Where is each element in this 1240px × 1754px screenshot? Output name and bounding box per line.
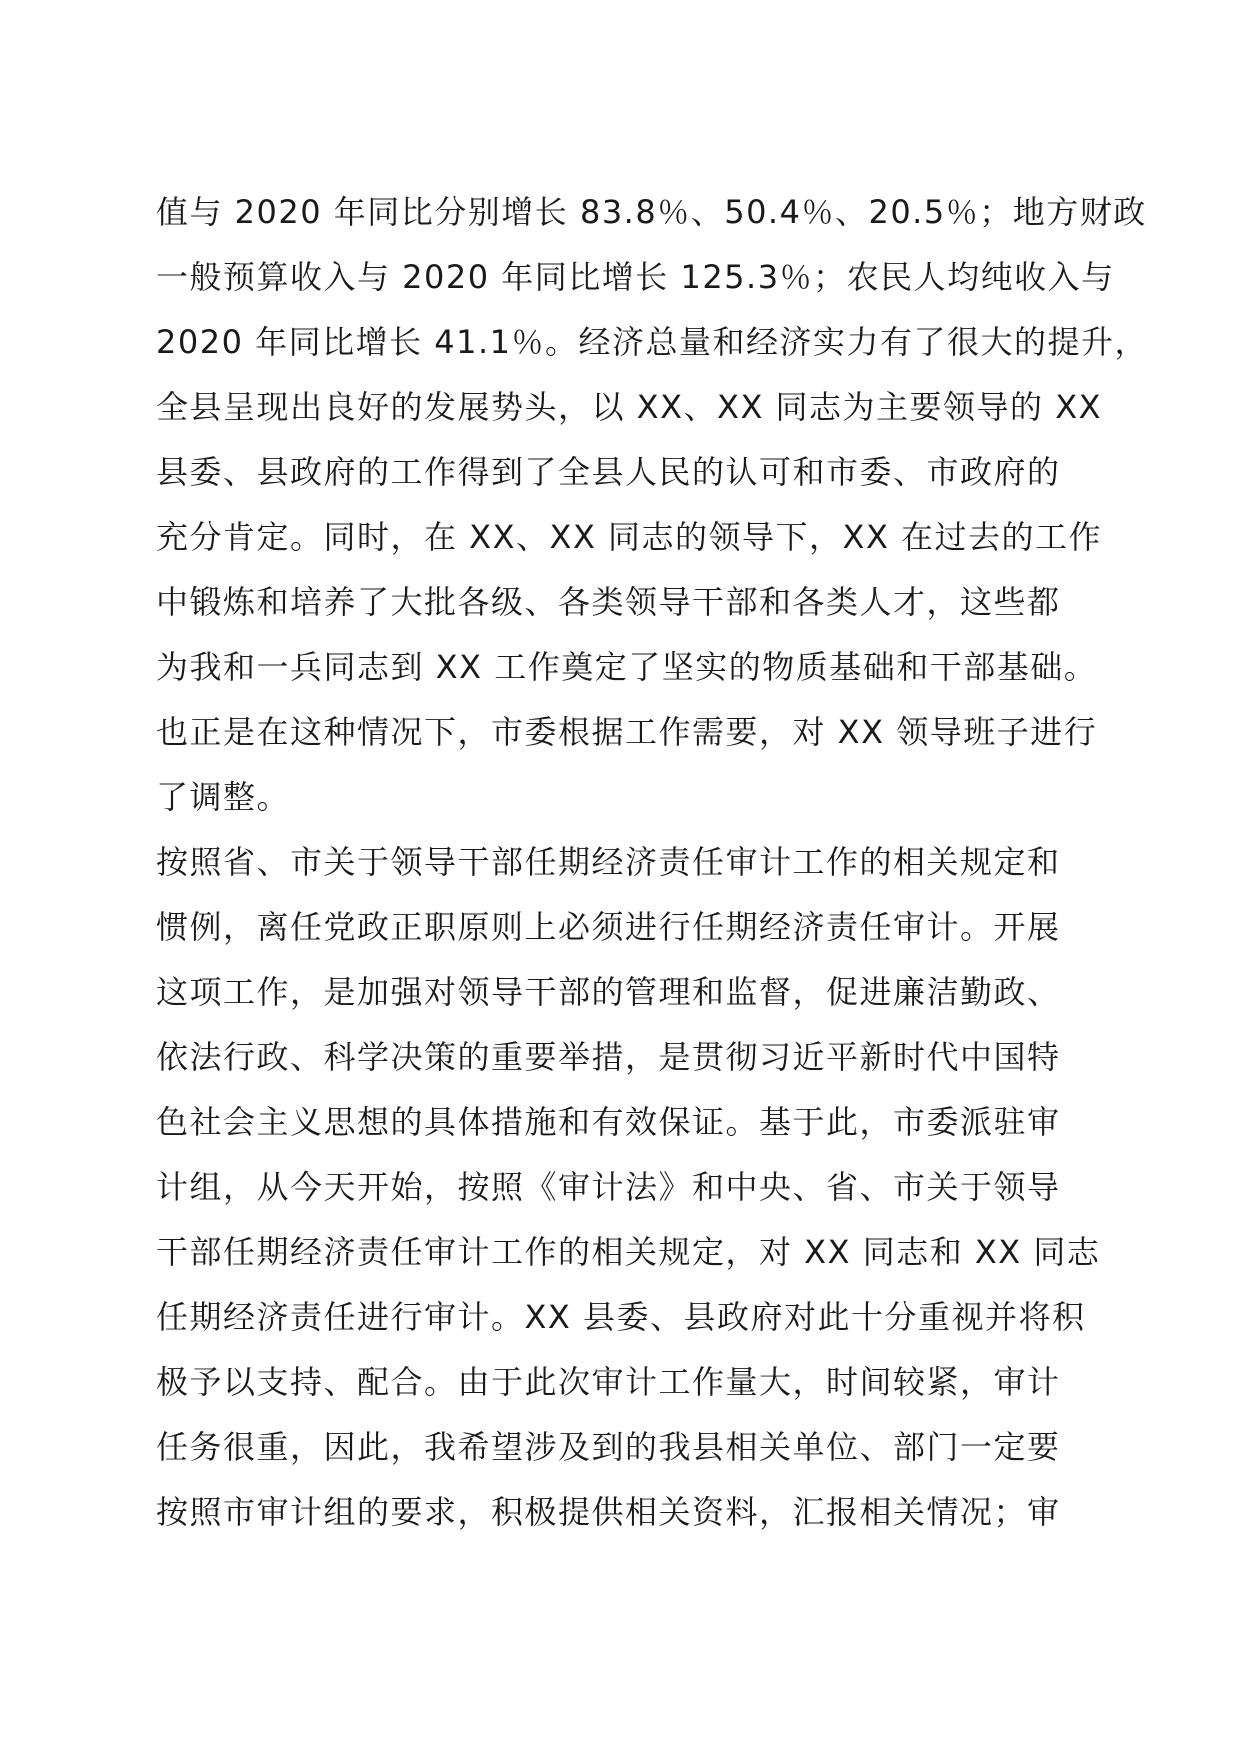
text-line: 2020 年同比增长 41.1％。经济总量和经济实力有了很大的提升， <box>156 323 1149 361</box>
text-line: 为我和一兵同志到 XX 工作奠定了坚实的物质基础和干部基础。 <box>156 648 1098 686</box>
text-line: 极予以支持、配合。由于此次审计工作量大，时间较紧，审计 <box>156 1363 1061 1401</box>
paragraph-2 <box>156 830 1101 1545</box>
text-line: 惯例，离任党政正职原则上必须进行任期经济责任审计。开展 <box>156 908 1061 946</box>
text-line: 也正是在这种情况下，市委根据工作需要，对 XX 领导班子进行 <box>156 713 1098 751</box>
text-line: 全县呈现出良好的发展势头，以 XX、XX 同志为主要领导的 XX <box>156 388 1103 426</box>
text-line: 干部任期经济责任审计工作的相关规定，对 XX 同志和 XX 同志 <box>156 1233 1101 1271</box>
text-line: 县委、县政府的工作得到了全县人民的认可和市委、市政府的 <box>156 453 1061 491</box>
text-line: 按照市审计组的要求，积极提供相关资料，汇报相关情况；审 <box>156 1493 1061 1531</box>
text-line: 计组，从今天开始，按照《审计法》和中央、省、市关于领导 <box>156 1168 1061 1206</box>
text-line: 任务很重，因此，我希望涉及到的我县相关单位、部门一定要 <box>156 1428 1061 1466</box>
paragraph-1 <box>156 180 1149 830</box>
text-line: 一般预算收入与 2020 年同比增长 125.3％；农民人均纯收入与 <box>156 258 1115 296</box>
text-line: 了调整。 <box>156 778 291 816</box>
body-text <box>156 180 1149 1545</box>
text-line: 按照省、市关于领导干部任期经济责任审计工作的相关规定和 <box>156 843 1061 881</box>
text-line: 充分肯定。同时，在 XX、XX 同志的领导下，XX 在过去的工作 <box>156 518 1103 556</box>
text-line: 中锻炼和培养了大批各级、各类领导干部和各类人才，这些都 <box>156 583 1061 621</box>
text-line: 色社会主义思想的具体措施和有效保证。基于此，市委派驻审 <box>156 1103 1061 1141</box>
text-line: 任期经济责任进行审计。XX 县委、县政府对此十分重视并将积 <box>156 1298 1086 1336</box>
text-line: 值与 2020 年同比分别增长 83.8％、50.4％、20.5％；地方财政 <box>156 193 1147 231</box>
text-line: 依法行政、科学决策的重要举措，是贯彻习近平新时代中国特 <box>156 1038 1061 1076</box>
text-line: 这项工作，是加强对领导干部的管理和监督，促进廉洁勤政、 <box>156 973 1061 1011</box>
